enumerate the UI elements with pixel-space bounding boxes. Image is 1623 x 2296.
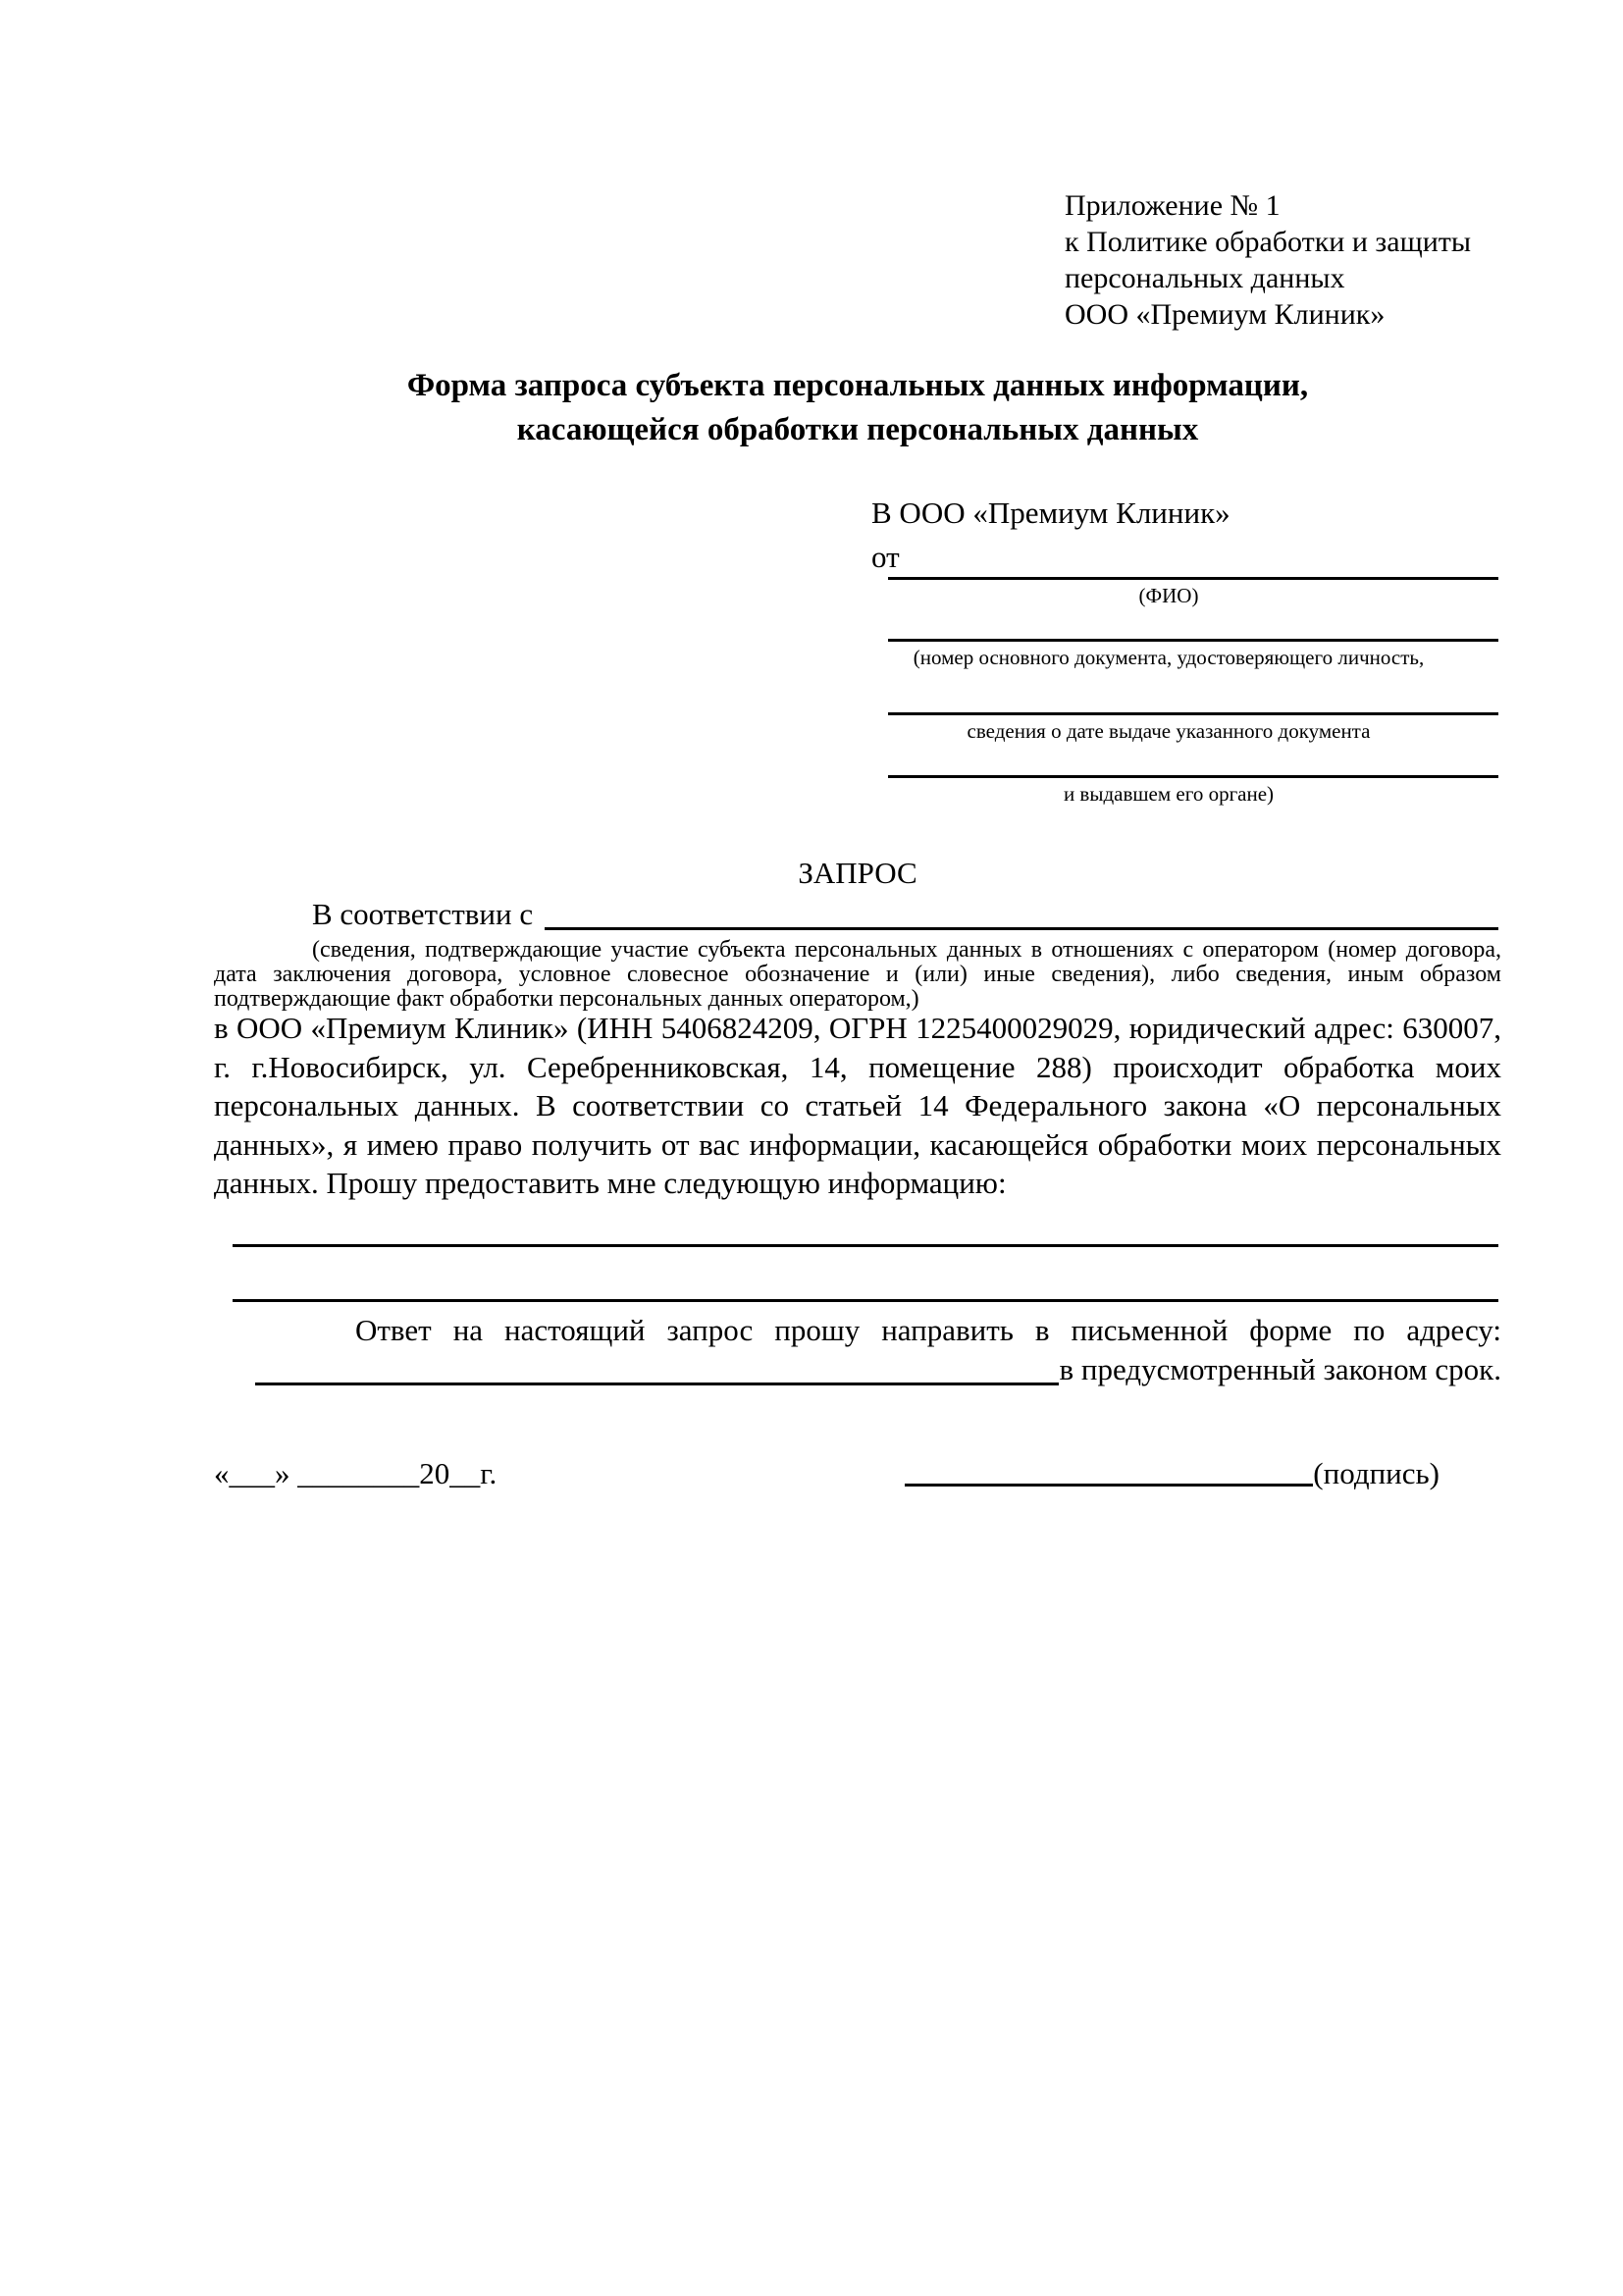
document-number-field-line [888, 639, 1498, 642]
addressee-from: от [871, 540, 900, 574]
addressee-block [871, 491, 1230, 579]
appendix-header-line: ООО «Премиум Клиник» [1065, 298, 1386, 331]
signature-line [905, 1484, 1313, 1487]
document-title-line-2: касающейся обработки персональных данных [516, 412, 1199, 447]
signature-caption: (подпись) [1313, 1456, 1440, 1490]
appendix-header-line: к Политике обработки и защиты [1065, 226, 1472, 258]
reply-instruction: Ответ на настоящий запрос прошу направить в письменной форме по адресу: [355, 1313, 1501, 1347]
addressee-to: В ООО «Премиум Клиник» [871, 496, 1230, 530]
appendix-header [1065, 187, 1471, 333]
appendix-header-line: персональных данных [1065, 262, 1345, 294]
request-body: в ООО «Премиум Клиник» (ИНН 5406824209, ОГРН 1225400029029, юридический адрес: 630007, г. г.Новосибирск, ул. Серебренниковская, 14, помещение 288) происходит обработка моих персональных данных. В соответствии со статьей 14 Федерального закона «О персональных данных», я имею право получить от вас информации, касающейся обработки моих персональных данных. Прошу предоставить мне следующую информацию: [214, 1011, 1501, 1200]
fio-caption: (ФИО) [1138, 584, 1199, 607]
document-number-caption: (номер основного документа, удостоверяющего личность, [913, 646, 1425, 669]
issuing-authority-field-line [888, 775, 1498, 778]
reply-paragraph [214, 1311, 1501, 1389]
address-field-line [255, 1350, 1059, 1385]
info-request-field-line-1 [233, 1244, 1498, 1247]
document-title-line-1: Форма запроса субъекта персональных данных информации, [406, 368, 1309, 403]
info-request-field-line-2 [233, 1299, 1498, 1302]
compliance-field-line [545, 896, 1498, 930]
date-placeholder: «___» ________20__г. [214, 1456, 497, 1490]
issue-date-field-line [888, 712, 1498, 715]
appendix-header-line: Приложение № 1 [1065, 189, 1281, 222]
date-signature-row [214, 1455, 1440, 1492]
signature-group [905, 1455, 1440, 1492]
reply-term: в предусмотренный законом срок. [1059, 1352, 1501, 1386]
compliance-row [214, 896, 1498, 933]
document-title [214, 364, 1501, 452]
reply-address-row [214, 1350, 1501, 1389]
compliance-label: В соответствии с [312, 897, 534, 931]
compliance-note: (сведения, подтверждающие участие субъекта персональных данных в отношениях с оператором (номер договора, дата заключения договора, условное словесное обозначение и (или) иные сведения), либо сведения, иным образом подтверждающие факт обработки персональных данных оператором,) [214, 937, 1501, 1012]
request-heading: ЗАПРОС [798, 856, 917, 890]
fio-field-line [888, 577, 1498, 580]
issue-date-caption: сведения о дате выдаче указанного документа [967, 719, 1371, 743]
issuing-authority-caption: и выдавшем его органе) [1063, 782, 1275, 806]
